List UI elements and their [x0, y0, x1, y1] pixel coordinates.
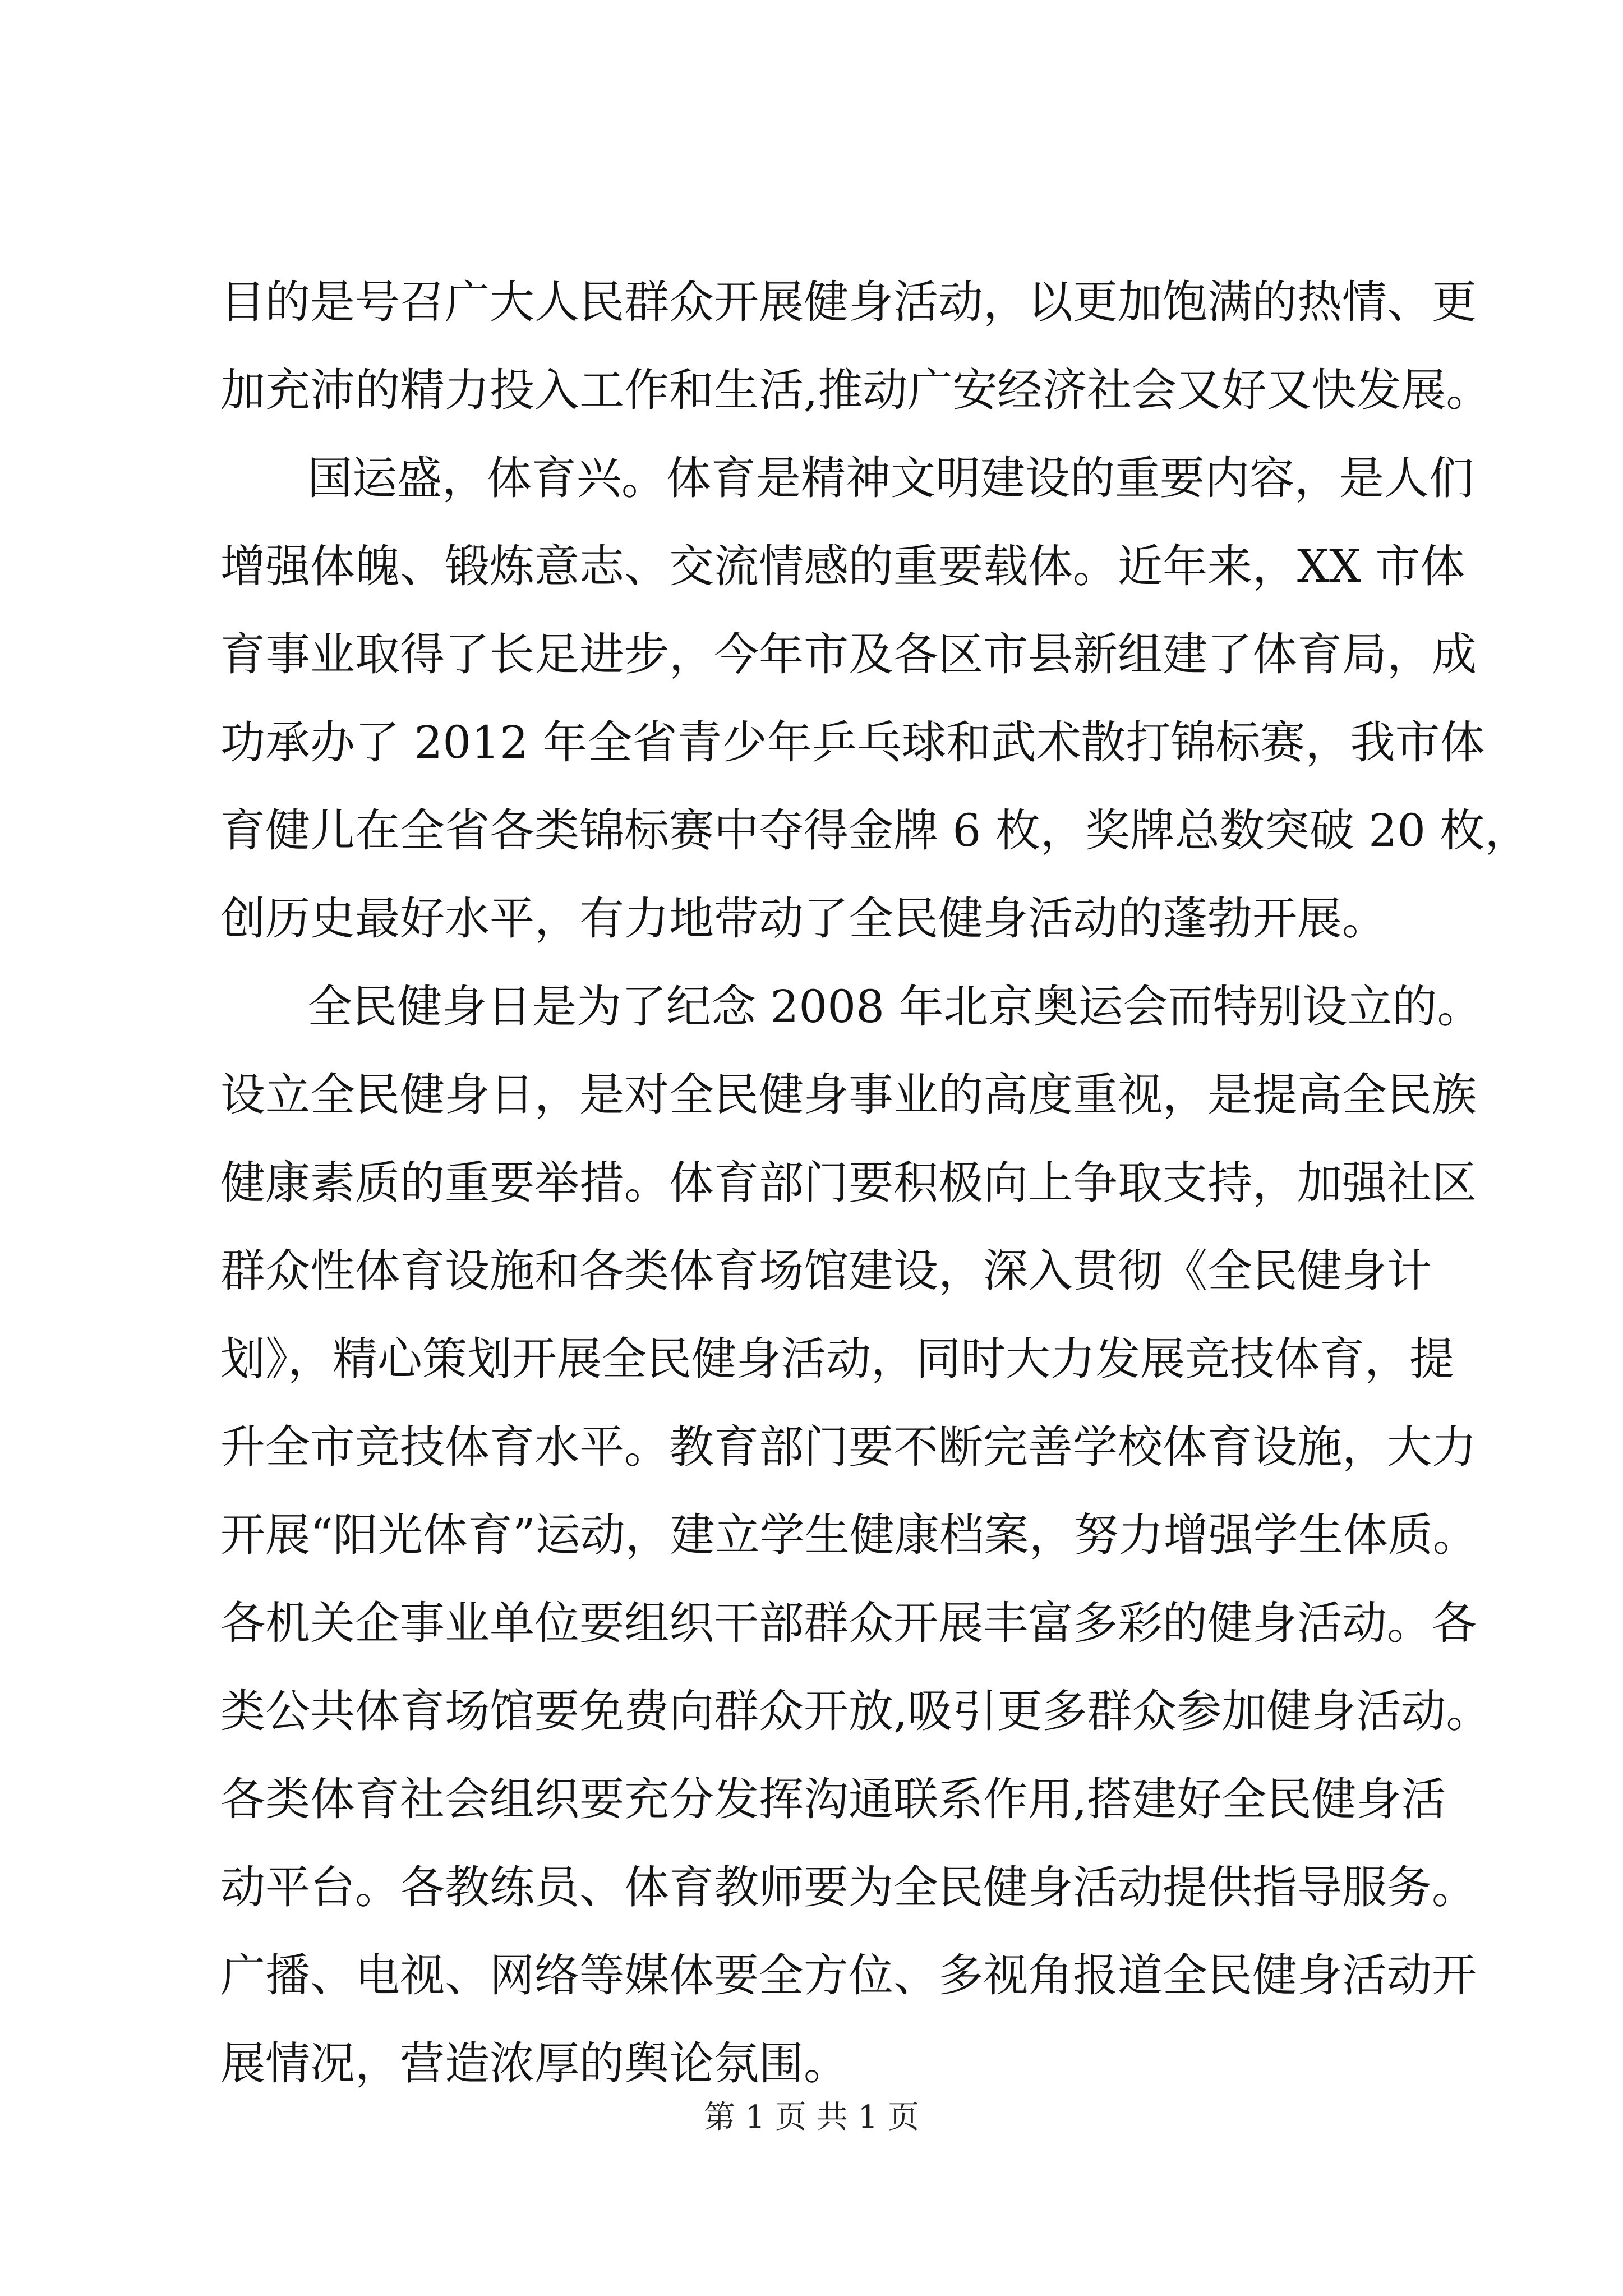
text-line: 加充沛的精力投入工作和生活,推动广安经济社会又好又快发展。: [220, 364, 1491, 416]
text-line: 类公共体育场馆要免费向群众开放,吸引更多群众参加健身活动。: [220, 1685, 1491, 1737]
paragraph-start-line: 国运盛，体育兴。体育是精神文明建设的重要内容，是人们: [307, 452, 1474, 504]
text-line: 各机关企事业单位要组织干部群众开展丰富多彩的健身活动。各: [220, 1597, 1477, 1649]
text-line: 广播、电视、网络等媒体要全方位、多视角报道全民健身活动开: [220, 1949, 1477, 2001]
text-line: 动平台。各教练员、体育教师要为全民健身活动提供指导服务。: [220, 1861, 1477, 1913]
text-line: 目的是号召广大人民群众开展健身活动，以更加饱满的热情、更: [220, 276, 1477, 328]
text-line: 育事业取得了长足进步，今年市及各区市县新组建了体育局，成: [220, 628, 1477, 680]
text-line: 群众性体育设施和各类体育场馆建设，深入贯彻《全民健身计: [220, 1245, 1432, 1297]
text-line: 划》，精心策划开展全民健身活动，同时大力发展竞技体育，提: [220, 1333, 1454, 1385]
text-line: 增强体魄、锻炼意志、交流情感的重要载体。近年来，XX 市体: [220, 540, 1465, 592]
text-line: 升全市竞技体育水平。教育部门要不断完善学校体育设施，大力: [220, 1421, 1477, 1473]
text-line: 创历史最好水平，有力地带动了全民健身活动的蓬勃开展。: [220, 892, 1387, 945]
text-line: 展情况，营造浓厚的舆论氛围。: [220, 2037, 849, 2090]
text-line: 设立全民健身日，是对全民健身事业的高度重视，是提高全民族: [220, 1069, 1477, 1121]
text-line: 育健儿在全省各类锦标赛中夺得金牌 6 枚，奖牌总数突破 20 枚，: [220, 804, 1530, 857]
text-line: 功承办了 2012 年全省青少年乒乓球和武术散打锦标赛，我市体: [220, 716, 1485, 769]
text-line: 各类体育社会组织要充分发挥沟通联系作用,搭建好全民健身活: [220, 1773, 1446, 1825]
paragraph-start-line: 全民健身日是为了纪念 2008 年北京奥运会而特别设立的。: [307, 981, 1482, 1033]
body-text: [220, 258, 1530, 2108]
text-line: 健康素质的重要举措。体育部门要积极向上争取支持，加强社区: [220, 1157, 1477, 1209]
text-line: 开展“阳光体育”运动，建立学生健康档案，努力增强学生体质。: [220, 1509, 1478, 1561]
page-footer: 第 1 页 共 1 页: [703, 2099, 920, 2136]
